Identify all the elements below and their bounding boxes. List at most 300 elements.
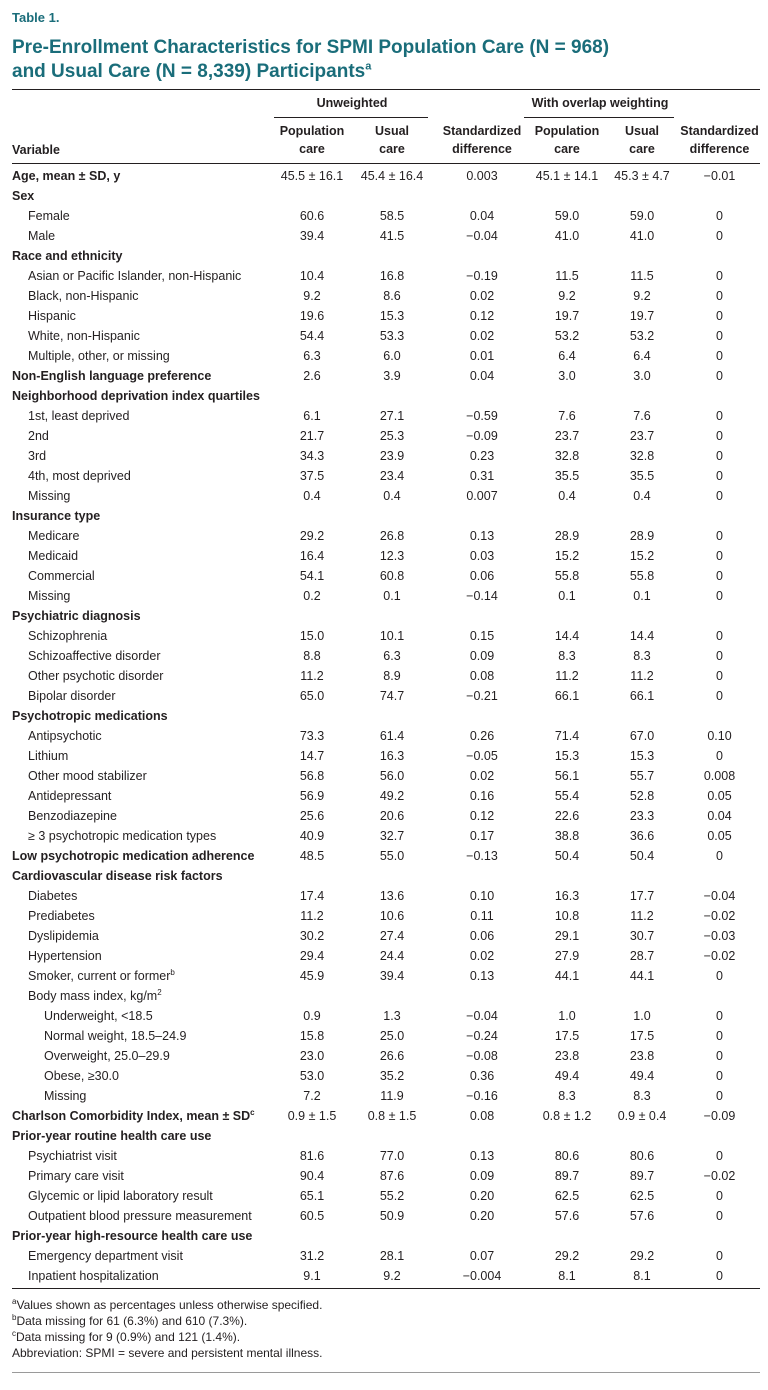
- table-row: [12, 1226, 760, 1246]
- row-label: Hispanic: [28, 309, 76, 323]
- column-header-std-diff-unweighted: Standardized difference: [442, 124, 522, 156]
- cell-pop-care-unweighted: 60.5: [299, 1209, 325, 1223]
- cell-std-diff-unweighted: −0.24: [466, 1029, 498, 1043]
- cell-std-diff-unweighted: 0.02: [469, 329, 495, 343]
- cell-pop-care-weighted: 50.4: [554, 849, 580, 863]
- table-row: [12, 566, 760, 586]
- cell-usual-care-unweighted: 10.1: [379, 629, 405, 643]
- cell-std-diff-weighted: 0: [716, 529, 723, 543]
- cell-pop-care-unweighted: 73.3: [299, 729, 325, 743]
- cell-pop-care-unweighted: 9.2: [303, 289, 321, 303]
- cell-usual-care-unweighted: 55.0: [379, 849, 405, 863]
- cell-pop-care-unweighted: 90.4: [299, 1169, 325, 1183]
- row-label: Male: [28, 229, 56, 243]
- cell-pop-care-unweighted: 7.2: [303, 1089, 321, 1103]
- cell-pop-care-unweighted: 19.6: [299, 309, 325, 323]
- table-row: [12, 386, 760, 406]
- row-label: Commercial: [28, 569, 95, 583]
- cell-usual-care-weighted: 28.9: [629, 529, 655, 543]
- cell-usual-care-unweighted: 49.2: [379, 789, 405, 803]
- cell-usual-care-unweighted: 9.2: [383, 1269, 401, 1283]
- cell-usual-care-weighted: 8.3: [633, 649, 651, 663]
- cell-std-diff-weighted: 0: [716, 229, 723, 243]
- row-label: Overweight, 25.0–29.9: [44, 1049, 170, 1063]
- cell-std-diff-unweighted: 0.007: [466, 489, 498, 503]
- cell-usual-care-weighted: 66.1: [629, 689, 655, 703]
- cell-pop-care-weighted: 7.6: [558, 409, 576, 423]
- cell-pop-care-weighted: 15.2: [554, 549, 580, 563]
- cell-usual-care-unweighted: 0.4: [383, 489, 401, 503]
- table-row: [12, 666, 760, 686]
- table-row: [12, 886, 760, 906]
- cell-usual-care-weighted: 8.1: [633, 1269, 651, 1283]
- group-header-unweighted: Unweighted: [316, 96, 388, 110]
- cell-std-diff-unweighted: 0.36: [469, 1069, 495, 1083]
- cell-usual-care-weighted: 17.7: [629, 889, 655, 903]
- table-row: [12, 986, 760, 1006]
- row-label: Missing: [44, 1089, 87, 1103]
- cell-usual-care-weighted: 57.6: [629, 1209, 655, 1223]
- table-row: [12, 166, 760, 186]
- cell-pop-care-weighted: 57.6: [554, 1209, 580, 1223]
- table-row: [12, 486, 760, 506]
- column-header-usual-care-unweighted: Usual care: [374, 124, 410, 156]
- cell-pop-care-unweighted: 37.5: [299, 469, 325, 483]
- cell-std-diff-unweighted: −0.59: [466, 409, 498, 423]
- cell-pop-care-weighted: 22.6: [554, 809, 580, 823]
- cell-std-diff-unweighted: 0.07: [469, 1249, 495, 1263]
- row-label: Glycemic or lipid laboratory result: [28, 1189, 213, 1203]
- table-row: [12, 766, 760, 786]
- cell-pop-care-weighted: 71.4: [554, 729, 580, 743]
- row-label: Low psychotropic medication adherence: [12, 849, 255, 863]
- cell-std-diff-weighted: 0: [716, 689, 723, 703]
- cell-std-diff-weighted: −0.09: [703, 1109, 736, 1123]
- cell-pop-care-weighted: 29.1: [554, 929, 580, 943]
- cell-pop-care-weighted: 56.1: [554, 769, 580, 783]
- row-label: Primary care visit: [28, 1169, 124, 1183]
- row-label: Black, non-Hispanic: [28, 289, 139, 303]
- row-label: 4th, most deprived: [28, 469, 131, 483]
- cell-usual-care-weighted: 15.2: [629, 549, 655, 563]
- cell-pop-care-unweighted: 48.5: [299, 849, 325, 863]
- table-row: [12, 1086, 760, 1106]
- cell-pop-care-weighted: 55.4: [554, 789, 580, 803]
- row-label: Outpatient blood pressure measurement: [28, 1209, 252, 1223]
- cell-pop-care-weighted: 23.7: [554, 429, 580, 443]
- table-row: [12, 226, 760, 246]
- cell-std-diff-weighted: 0: [716, 1069, 723, 1083]
- cell-usual-care-unweighted: 25.0: [379, 1029, 405, 1043]
- cell-usual-care-weighted: 28.7: [629, 949, 655, 963]
- cell-pop-care-unweighted: 45.9: [299, 969, 325, 983]
- cell-usual-care-unweighted: 77.0: [379, 1149, 405, 1163]
- cell-std-diff-unweighted: −0.05: [466, 749, 498, 763]
- cell-pop-care-weighted: 66.1: [554, 689, 580, 703]
- cell-usual-care-unweighted: 8.9: [383, 669, 401, 683]
- row-label: Lithium: [28, 749, 69, 763]
- cell-std-diff-weighted: 0: [716, 349, 723, 363]
- cell-usual-care-weighted: 23.7: [629, 429, 655, 443]
- row-label: Prediabetes: [28, 909, 95, 923]
- row-label: Smoker, current or former$^b$: [28, 967, 175, 983]
- cell-std-diff-unweighted: 0.12: [469, 309, 495, 323]
- row-label: Asian or Pacific Islander, non-Hispanic: [28, 269, 242, 283]
- bottom-rule: [12, 1288, 760, 1289]
- table-row: [12, 646, 760, 666]
- cell-std-diff-weighted: 0: [716, 649, 723, 663]
- row-label: Antidepressant: [28, 789, 112, 803]
- cell-std-diff-unweighted: 0.11: [470, 909, 494, 923]
- cell-pop-care-unweighted: 60.6: [299, 209, 325, 223]
- cell-std-diff-weighted: 0: [716, 369, 723, 383]
- cell-usual-care-weighted: 62.5: [629, 1189, 655, 1203]
- cell-usual-care-unweighted: 6.3: [383, 649, 401, 663]
- table-row: [12, 726, 760, 746]
- cell-pop-care-weighted: 29.2: [554, 1249, 580, 1263]
- cell-usual-care-weighted: 29.2: [629, 1249, 655, 1263]
- cell-pop-care-unweighted: 31.2: [299, 1249, 325, 1263]
- cell-usual-care-weighted: 15.3: [629, 749, 655, 763]
- cell-pop-care-weighted: 11.2: [555, 669, 579, 683]
- cell-pop-care-unweighted: 16.4: [299, 549, 325, 563]
- row-label: Underweight, <18.5: [44, 1009, 153, 1023]
- table-row: [12, 1026, 760, 1046]
- cell-usual-care-unweighted: 20.6: [379, 809, 405, 823]
- row-label: Other psychotic disorder: [28, 669, 164, 683]
- column-header-pop-care-weighted: Population care: [534, 124, 600, 156]
- cell-pop-care-unweighted: 25.6: [299, 809, 325, 823]
- cell-usual-care-weighted: 7.6: [633, 409, 651, 423]
- cell-pop-care-weighted: 0.8 ± 1.2: [542, 1109, 592, 1123]
- cell-usual-care-weighted: 23.3: [629, 809, 655, 823]
- cell-pop-care-weighted: 27.9: [554, 949, 580, 963]
- cell-std-diff-weighted: 0: [716, 669, 723, 683]
- cell-pop-care-weighted: 23.8: [554, 1049, 580, 1063]
- cell-usual-care-unweighted: 0.8 ± 1.5: [367, 1109, 417, 1123]
- cell-usual-care-weighted: 32.8: [629, 449, 655, 463]
- row-label: Other mood stabilizer: [28, 769, 147, 783]
- cell-std-diff-weighted: 0: [716, 309, 723, 323]
- cell-usual-care-unweighted: 23.4: [379, 469, 405, 483]
- cell-usual-care-weighted: 1.0: [633, 1009, 651, 1023]
- table-row: [12, 426, 760, 446]
- cell-pop-care-weighted: 35.5: [554, 469, 580, 483]
- table-row: [12, 466, 760, 486]
- cell-std-diff-unweighted: 0.003: [466, 169, 498, 183]
- row-label: Female: [28, 209, 70, 223]
- cell-std-diff-weighted: 0: [716, 1149, 723, 1163]
- cell-std-diff-weighted: 0: [716, 449, 723, 463]
- table-row: [12, 906, 760, 926]
- cell-usual-care-unweighted: 41.5: [379, 229, 405, 243]
- table-row: [12, 1126, 760, 1146]
- row-label: Hypertension: [28, 949, 102, 963]
- cell-pop-care-weighted: 28.9: [554, 529, 580, 543]
- cell-std-diff-unweighted: 0.12: [469, 809, 495, 823]
- cell-std-diff-unweighted: −0.04: [466, 1009, 498, 1023]
- cell-usual-care-weighted: 53.2: [629, 329, 655, 343]
- table-row: [12, 686, 760, 706]
- cell-std-diff-unweighted: 0.08: [469, 1109, 495, 1123]
- table-row: [12, 446, 760, 466]
- cell-std-diff-unweighted: 0.04: [469, 209, 495, 223]
- cell-usual-care-weighted: 11.2: [630, 669, 654, 683]
- table-row: [12, 306, 760, 326]
- cell-usual-care-weighted: 67.0: [629, 729, 655, 743]
- cell-usual-care-unweighted: 8.6: [383, 289, 401, 303]
- table-row: [12, 506, 760, 526]
- cell-usual-care-unweighted: 55.2: [379, 1189, 405, 1203]
- cell-std-diff-weighted: 0: [716, 589, 723, 603]
- cell-usual-care-weighted: 55.8: [629, 569, 655, 583]
- cell-pop-care-unweighted: 10.4: [299, 269, 325, 283]
- cell-pop-care-weighted: 55.8: [554, 569, 580, 583]
- cell-std-diff-weighted: 0: [716, 1009, 723, 1023]
- row-label: Bipolar disorder: [28, 689, 116, 703]
- cell-std-diff-weighted: 0: [716, 409, 723, 423]
- table-row: [12, 706, 760, 726]
- row-label: Age, mean ± SD, y: [12, 169, 121, 183]
- cell-pop-care-unweighted: 0.2: [303, 589, 321, 603]
- row-label: Cardiovascular disease risk factors: [12, 869, 223, 883]
- table-row: [12, 1106, 760, 1126]
- cell-std-diff-weighted: 0: [716, 969, 723, 983]
- cell-std-diff-unweighted: −0.13: [466, 849, 498, 863]
- cell-std-diff-unweighted: −0.08: [466, 1049, 498, 1063]
- cell-pop-care-unweighted: 0.9: [303, 1009, 321, 1023]
- cell-std-diff-unweighted: 0.01: [469, 349, 495, 363]
- top-rule: [12, 89, 760, 90]
- cell-usual-care-unweighted: 35.2: [379, 1069, 405, 1083]
- cell-usual-care-unweighted: 32.7: [379, 829, 405, 843]
- cell-pop-care-weighted: 8.1: [558, 1269, 576, 1283]
- row-label: Diabetes: [28, 889, 78, 903]
- cell-std-diff-unweighted: 0.20: [469, 1209, 495, 1223]
- cell-pop-care-unweighted: 81.6: [299, 1149, 325, 1163]
- cell-std-diff-unweighted: 0.10: [469, 889, 495, 903]
- cell-pop-care-unweighted: 40.9: [299, 829, 325, 843]
- row-label: 3rd: [28, 449, 47, 463]
- row-label: Race and ethnicity: [12, 249, 123, 263]
- cell-std-diff-unweighted: 0.09: [469, 1169, 495, 1183]
- cell-std-diff-weighted: 0.008: [703, 769, 736, 783]
- cell-usual-care-weighted: 89.7: [629, 1169, 655, 1183]
- row-label: Normal weight, 18.5–24.9: [44, 1029, 187, 1043]
- cell-usual-care-weighted: 50.4: [629, 849, 655, 863]
- cell-pop-care-unweighted: 34.3: [299, 449, 325, 463]
- cell-usual-care-unweighted: 11.9: [380, 1089, 404, 1103]
- row-label: Neighborhood deprivation index quartiles: [12, 389, 260, 403]
- cell-pop-care-unweighted: 23.0: [299, 1049, 325, 1063]
- row-label: Charlson Comorbidity Index, mean ± $SD^c$: [12, 1107, 255, 1123]
- table-row: [12, 846, 760, 866]
- cell-std-diff-unweighted: 0.31: [469, 469, 495, 483]
- column-header-usual-care-weighted: Usual care: [624, 124, 660, 156]
- cell-std-diff-unweighted: 0.26: [469, 729, 495, 743]
- cell-pop-care-unweighted: 54.1: [299, 569, 325, 583]
- cell-pop-care-unweighted: 21.7: [299, 429, 325, 443]
- row-label: Psychotropic medications: [12, 709, 168, 723]
- row-label: Missing: [28, 589, 71, 603]
- cell-std-diff-weighted: 0: [716, 1029, 723, 1043]
- cell-std-diff-unweighted: 0.03: [469, 549, 495, 563]
- row-label: Dyslipidemia: [28, 929, 99, 943]
- cell-pop-care-unweighted: 0.9 ± 1.5: [287, 1109, 337, 1123]
- row-label: Body mass index, $kg/m^2$: [28, 987, 162, 1003]
- cell-usual-care-weighted: 35.5: [629, 469, 655, 483]
- cell-usual-care-weighted: 52.8: [629, 789, 655, 803]
- table-row: [12, 1066, 760, 1086]
- table-row: [12, 286, 760, 306]
- cell-usual-care-weighted: 0.4: [633, 489, 651, 503]
- table-row: [12, 1146, 760, 1166]
- table-row: [12, 1166, 760, 1186]
- cell-std-diff-weighted: 0: [716, 289, 723, 303]
- cell-pop-care-weighted: 1.0: [558, 1009, 576, 1023]
- cell-pop-care-unweighted: 0.4: [303, 489, 321, 503]
- row-label: Emergency department visit: [28, 1249, 183, 1263]
- cell-pop-care-weighted: 59.0: [554, 209, 580, 223]
- cell-std-diff-unweighted: 0.20: [469, 1189, 495, 1203]
- table-row: [12, 526, 760, 546]
- cell-pop-care-unweighted: 53.0: [299, 1069, 325, 1083]
- cell-std-diff-unweighted: 0.13: [469, 529, 495, 543]
- cell-std-diff-unweighted: 0.17: [469, 829, 495, 843]
- table-row: [12, 926, 760, 946]
- cell-pop-care-weighted: 32.8: [554, 449, 580, 463]
- table-row: [12, 806, 760, 826]
- cell-usual-care-weighted: 17.5: [629, 1029, 655, 1043]
- column-header-std-diff-weighted: Standardized difference: [680, 124, 759, 156]
- cell-usual-care-weighted: 45.3 ± 4.7: [614, 169, 670, 183]
- cell-usual-care-unweighted: 16.3: [379, 749, 405, 763]
- table-row: [12, 366, 760, 386]
- cell-std-diff-unweighted: 0.06: [469, 929, 495, 943]
- cell-usual-care-weighted: 30.7: [629, 929, 655, 943]
- row-label: Medicare: [28, 529, 80, 543]
- cell-std-diff-unweighted: −0.14: [466, 589, 498, 603]
- table-row: [12, 206, 760, 226]
- cell-usual-care-weighted: 36.6: [629, 829, 655, 843]
- cell-std-diff-weighted: 0: [716, 569, 723, 583]
- cell-std-diff-unweighted: 0.02: [469, 769, 495, 783]
- row-label: Medicaid: [28, 549, 79, 563]
- table-row: [12, 1266, 760, 1286]
- cell-usual-care-unweighted: 27.1: [379, 409, 405, 423]
- cell-pop-care-weighted: 17.5: [554, 1029, 580, 1043]
- cell-usual-care-weighted: 0.9 ± 0.4: [617, 1109, 667, 1123]
- cell-pop-care-weighted: 53.2: [554, 329, 580, 343]
- cell-std-diff-weighted: 0.10: [707, 729, 732, 743]
- cell-std-diff-weighted: 0: [716, 1089, 723, 1103]
- row-label: White, non-Hispanic: [28, 329, 140, 343]
- cell-std-diff-weighted: 0: [716, 1189, 723, 1203]
- cell-std-diff-unweighted: 0.23: [469, 449, 495, 463]
- row-label: Missing: [28, 489, 71, 503]
- cell-usual-care-unweighted: 25.3: [379, 429, 405, 443]
- group-underline-unweighted: [274, 117, 428, 118]
- cell-usual-care-unweighted: 61.4: [379, 729, 405, 743]
- cell-pop-care-weighted: 15.3: [554, 749, 580, 763]
- cell-usual-care-unweighted: 26.8: [379, 529, 405, 543]
- table-row: [12, 346, 760, 366]
- row-label: Benzodiazepine: [28, 809, 117, 823]
- cell-usual-care-weighted: 49.4: [629, 1069, 655, 1083]
- cell-pop-care-unweighted: 14.7: [299, 749, 325, 763]
- cell-pop-care-weighted: 45.1 ± 14.1: [535, 169, 599, 183]
- table-row: [12, 626, 760, 646]
- cell-pop-care-unweighted: 56.8: [299, 769, 325, 783]
- footnote-marker: b: [170, 967, 175, 977]
- table-row: [12, 266, 760, 286]
- table-row: [12, 966, 760, 986]
- header-rule: [12, 163, 760, 164]
- footnote-marker: 2: [157, 987, 162, 997]
- cell-std-diff-unweighted: 0.06: [469, 569, 495, 583]
- cell-pop-care-unweighted: 2.6: [303, 369, 321, 383]
- cell-std-diff-weighted: 0: [716, 429, 723, 443]
- cell-pop-care-weighted: 80.6: [554, 1149, 580, 1163]
- row-label: Psychiatrist visit: [28, 1149, 117, 1163]
- row-label: Multiple, other, or missing: [28, 349, 170, 363]
- column-header-variable: Variable: [12, 143, 60, 157]
- cell-pop-care-weighted: 10.8: [554, 909, 580, 923]
- cell-usual-care-weighted: 19.7: [629, 309, 655, 323]
- cell-std-diff-unweighted: 0.13: [469, 969, 495, 983]
- table-row: [12, 1246, 760, 1266]
- cell-usual-care-weighted: 44.1: [629, 969, 655, 983]
- cell-pop-care-unweighted: 65.1: [299, 1189, 325, 1203]
- cell-pop-care-weighted: 3.0: [558, 369, 576, 383]
- table-row: [12, 1006, 760, 1026]
- cell-pop-care-weighted: 89.7: [554, 1169, 580, 1183]
- cell-usual-care-unweighted: 24.4: [379, 949, 405, 963]
- cell-std-diff-unweighted: −0.04: [466, 229, 498, 243]
- cell-std-diff-weighted: 0: [716, 1249, 723, 1263]
- cell-std-diff-unweighted: 0.15: [469, 629, 495, 643]
- row-label: 2nd: [28, 429, 49, 443]
- cell-pop-care-unweighted: 39.4: [299, 229, 325, 243]
- row-label: Sex: [12, 189, 35, 203]
- cell-std-diff-weighted: −0.01: [703, 169, 736, 183]
- cell-std-diff-weighted: −0.04: [703, 889, 736, 903]
- cell-usual-care-unweighted: 53.3: [379, 329, 405, 343]
- cell-std-diff-unweighted: 0.08: [469, 669, 495, 683]
- cell-usual-care-unweighted: 15.3: [379, 309, 405, 323]
- cell-usual-care-unweighted: 10.6: [379, 909, 405, 923]
- title-footnote-marker: a: [365, 60, 372, 73]
- row-label: 1st, least deprived: [28, 409, 130, 423]
- cell-pop-care-unweighted: 6.3: [303, 349, 321, 363]
- table-row: [12, 1206, 760, 1226]
- cell-usual-care-unweighted: 27.4: [379, 929, 405, 943]
- row-label: Schizophrenia: [28, 629, 108, 643]
- cell-pop-care-unweighted: 9.1: [303, 1269, 321, 1283]
- cell-usual-care-weighted: 59.0: [629, 209, 655, 223]
- cell-pop-care-weighted: 38.8: [554, 829, 580, 843]
- cell-pop-care-unweighted: 29.4: [299, 949, 325, 963]
- row-label: Insurance type: [12, 509, 101, 523]
- title-line-2: and Usual Care (N = 8,339) Participants: [12, 61, 366, 82]
- table-row: [12, 326, 760, 346]
- row-label: ≥ 3 psychotropic medication types: [28, 829, 217, 843]
- cell-usual-care-weighted: 11.5: [630, 269, 654, 283]
- cell-usual-care-weighted: 41.0: [629, 229, 655, 243]
- cell-pop-care-weighted: 16.3: [554, 889, 580, 903]
- footnote: $^b$Data missing for 61 (6.3%) and 610 (7.3%).: [12, 1313, 248, 1328]
- cell-usual-care-unweighted: 87.6: [379, 1169, 405, 1183]
